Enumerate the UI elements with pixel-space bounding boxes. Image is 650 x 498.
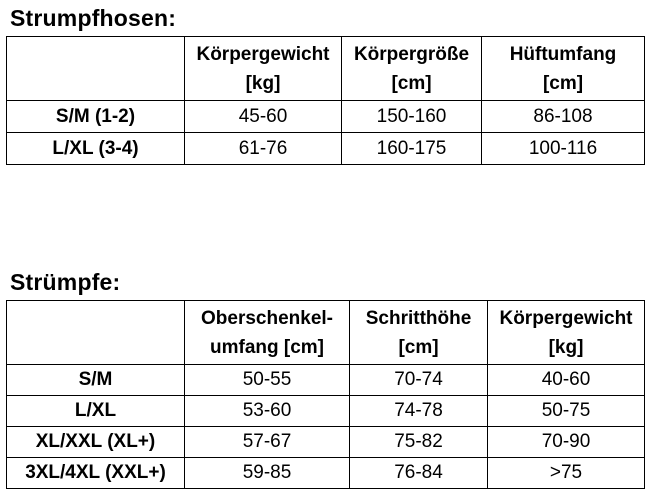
- size-table-strumpfhosen: [6, 36, 645, 165]
- header-line: Körpergewicht: [196, 43, 330, 65]
- table-row: [7, 427, 645, 458]
- table-row: [7, 101, 645, 133]
- table-row: [7, 133, 645, 165]
- table-cell: 53-60: [185, 396, 350, 427]
- table-cell: 40-60: [488, 365, 645, 396]
- table-row: [7, 365, 645, 396]
- table-row: [7, 458, 645, 489]
- table-cell: 75-82: [350, 427, 488, 458]
- table-cell: 61-76: [185, 133, 342, 165]
- header-unit: [kg]: [245, 72, 281, 94]
- header-unit: umfang [cm]: [210, 336, 324, 358]
- table-cell: 86-108: [482, 101, 645, 133]
- table-cell: 70-74: [350, 365, 488, 396]
- header-cell: [185, 301, 350, 365]
- size-label: S/M (1-2): [7, 101, 185, 133]
- table-cell: 150-160: [342, 101, 482, 133]
- table-cell: 57-67: [185, 427, 350, 458]
- header-cell: [350, 301, 488, 365]
- table-cell: 50-55: [185, 365, 350, 396]
- header-unit: [cm]: [542, 72, 584, 94]
- header-cell: [488, 301, 645, 365]
- section-title-struempfe: Strümpfe:: [10, 269, 121, 295]
- table-cell: 70-90: [488, 427, 645, 458]
- header-line: Oberschenkel-: [201, 307, 333, 329]
- table-cell: 74-78: [350, 396, 488, 427]
- table-cell: 45-60: [185, 101, 342, 133]
- table-cell: 50-75: [488, 396, 645, 427]
- size-label: S/M: [7, 365, 185, 396]
- header-unit: [kg]: [548, 336, 584, 358]
- table-header-row: [7, 301, 645, 365]
- table-cell: >75: [488, 458, 645, 489]
- table-cell: 76-84: [350, 458, 488, 489]
- header-cell: [342, 37, 482, 101]
- size-label: XL/XXL (XL+): [7, 427, 185, 458]
- header-cell: [482, 37, 645, 101]
- size-label: L/XL (3-4): [7, 133, 185, 165]
- header-line: Schritthöhe: [365, 307, 472, 329]
- section-title-strumpfhosen: Strumpfhosen:: [10, 5, 177, 31]
- table-cell: 59-85: [185, 458, 350, 489]
- size-table-struempfe: [6, 300, 645, 489]
- table-cell: 160-175: [342, 133, 482, 165]
- header-unit: [cm]: [398, 336, 439, 358]
- header-cell: [185, 37, 342, 101]
- table-row: [7, 396, 645, 427]
- header-cell-empty: [7, 37, 185, 101]
- size-label: L/XL: [7, 396, 185, 427]
- table-header-row: [7, 37, 645, 101]
- size-label: 3XL/4XL (XXL+): [7, 458, 185, 489]
- header-line: Körpergröße: [353, 43, 470, 65]
- table-cell: 100-116: [482, 133, 645, 165]
- header-line: Hüftumfang: [509, 43, 617, 65]
- header-unit: [cm]: [391, 72, 432, 94]
- header-cell-empty: [7, 301, 185, 365]
- header-line: Körpergewicht: [499, 307, 633, 329]
